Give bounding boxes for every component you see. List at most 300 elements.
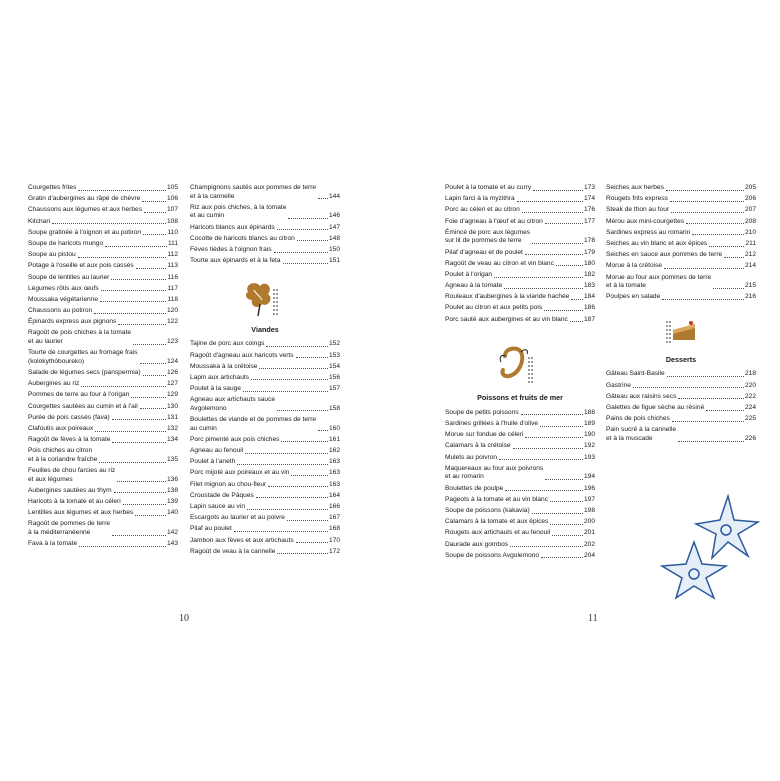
toc-entry-page: 138 <box>166 486 178 494</box>
toc-entry-title: Calamars à la crétoise <box>445 442 511 450</box>
dot-leader <box>664 268 744 269</box>
toc-entry-title: Kitchari <box>28 217 50 225</box>
toc-entry-page: 178 <box>583 237 595 245</box>
toc-entry[interactable] <box>190 363 340 372</box>
dot-leader <box>105 246 167 247</box>
toc-entry-page: 143 <box>166 540 178 548</box>
toc-entry-title: Croustade de Pâques <box>190 491 254 499</box>
toc-entry[interactable] <box>28 251 178 260</box>
dot-leader <box>79 546 166 547</box>
toc-entry[interactable] <box>28 425 178 434</box>
toc-entry-title: Morue sur fondue de céleri <box>445 431 524 439</box>
dot-leader <box>545 479 583 480</box>
dot-leader <box>532 513 583 514</box>
toc-entry-page: 216 <box>744 293 756 301</box>
toc-entry-title: Sardines express au romarin <box>606 228 691 236</box>
toc-entry[interactable] <box>28 307 178 316</box>
toc-entry[interactable] <box>28 391 178 400</box>
toc-entry-page: 157 <box>328 385 340 393</box>
shrimp-icon <box>445 344 595 390</box>
toc-entry[interactable] <box>606 293 756 302</box>
dot-leader <box>81 386 166 387</box>
toc-entry-page: 222 <box>744 392 756 400</box>
toc-entry[interactable] <box>28 296 178 305</box>
dot-leader <box>78 257 167 258</box>
toc-entry-title: Purée de pois cassés (fava) <box>28 413 110 421</box>
toc-entry-page: 176 <box>583 206 595 214</box>
toc-entry[interactable] <box>28 285 178 294</box>
toc-entry-title: Chaussons au potiron <box>28 307 93 315</box>
toc-entry-page: 197 <box>583 495 595 503</box>
toc-entry-page: 188 <box>583 408 595 416</box>
toc-entry-page: 148 <box>328 234 340 242</box>
toc-entry-page: 132 <box>166 424 178 432</box>
toc-entry-page: 205 <box>744 184 756 191</box>
toc-entry-page: 186 <box>583 304 595 312</box>
toc-entry-title: Soupe de haricots mungo <box>28 239 104 247</box>
toc-entry[interactable] <box>190 184 340 201</box>
dot-leader <box>277 553 328 554</box>
dot-leader <box>101 290 167 291</box>
toc-entry-page: 189 <box>583 420 595 428</box>
toc-entry[interactable] <box>28 487 178 496</box>
toc-entry-title: Seiches aux herbes <box>606 184 664 191</box>
dot-leader <box>571 299 583 300</box>
dot-leader <box>692 234 744 235</box>
toc-entry-page: 214 <box>744 262 756 270</box>
toc-entry[interactable] <box>190 503 340 512</box>
toc-entry[interactable] <box>28 467 178 484</box>
toc-entry-page: 131 <box>166 413 178 421</box>
dot-leader <box>140 408 166 409</box>
toc-entry-page: 152 <box>328 340 340 348</box>
toc-entry-page: 174 <box>583 195 595 203</box>
toc-entry[interactable] <box>28 380 178 389</box>
dot-leader <box>521 414 583 415</box>
toc-entry-title: Morue au four aux pommes de terre et à la tomate <box>606 273 712 290</box>
toc-entry[interactable] <box>606 426 756 443</box>
toc-entry-page: 212 <box>744 251 756 259</box>
dot-leader <box>143 375 166 376</box>
toc-entry-title: Poulet à l'aneth <box>190 458 236 466</box>
toc-entry[interactable] <box>445 184 595 193</box>
toc-entry[interactable] <box>606 251 756 260</box>
toc-entry-page: 177 <box>583 217 595 225</box>
toc-entry-title: Riz aux pois chiches, à la tomate et au cumin <box>190 203 287 220</box>
toc-entry-page: 179 <box>583 248 595 256</box>
dot-leader <box>541 557 583 558</box>
starfish-illustration <box>658 490 768 605</box>
toc-entry-page: 129 <box>166 391 178 399</box>
toc-entry[interactable] <box>28 520 178 537</box>
dot-leader <box>678 398 744 399</box>
dot-leader <box>672 421 744 422</box>
toc-entry-page: 112 <box>167 251 178 259</box>
toc-entry[interactable] <box>190 548 340 557</box>
toc-entry-title: Rougets frits express <box>606 195 668 203</box>
dot-leader <box>274 252 328 253</box>
dot-leader <box>670 201 744 202</box>
toc-column-4 <box>606 184 756 446</box>
toc-entry-title: Porc sauté aux aubergines et au vin blanc <box>445 315 568 323</box>
toc-entry-title: Agneau aux artichauts sauce Avgolemono <box>190 396 276 412</box>
toc-entry-page: 194 <box>583 473 595 481</box>
dot-leader <box>52 223 166 224</box>
toc-entry[interactable] <box>606 262 756 271</box>
toc-entry-title: Porc pimenté aux pois chiches <box>190 435 280 443</box>
toc-entry[interactable] <box>28 274 178 283</box>
toc-entry[interactable] <box>28 195 178 204</box>
toc-entry[interactable] <box>445 541 595 550</box>
toc-entry[interactable] <box>606 229 756 238</box>
toc-entry[interactable] <box>606 195 756 204</box>
toc-entry[interactable] <box>190 537 340 546</box>
toc-entry-page: 187 <box>583 315 595 323</box>
toc-entry[interactable] <box>445 442 595 451</box>
toc-entry-page: 146 <box>328 212 340 220</box>
toc-entry[interactable] <box>445 260 595 269</box>
toc-entry-page: 163 <box>328 469 340 477</box>
toc-entry[interactable] <box>445 529 595 538</box>
dot-leader <box>251 379 328 380</box>
toc-entry-title: Mulets au poivron <box>445 453 498 461</box>
toc-entry-title: Aubergines au riz <box>28 380 80 388</box>
toc-entry-page: 180 <box>583 259 595 267</box>
toc-entry-title: Chaussons aux légumes et aux herbes <box>28 206 142 214</box>
toc-entry-page: 130 <box>166 402 178 410</box>
dot-leader <box>545 223 583 224</box>
toc-entry-page: 107 <box>166 206 178 214</box>
toc-entry[interactable] <box>445 518 595 527</box>
toc-entry-page: 151 <box>328 257 340 265</box>
dot-leader <box>494 277 583 278</box>
toc-entry-title: Pageots à la tomate et au vin blanc <box>445 495 549 503</box>
toc-entry-page: 182 <box>583 270 595 278</box>
dot-leader <box>662 299 744 300</box>
toc-entry[interactable] <box>28 540 178 549</box>
toc-entry-title: Fava à la tomate <box>28 540 78 548</box>
toc-entry[interactable] <box>28 240 178 249</box>
toc-entry[interactable] <box>606 274 756 291</box>
toc-entry-title: Filet mignon au chou-fleur <box>190 480 267 488</box>
toc-entry[interactable] <box>190 340 340 349</box>
toc-entry-title: Lapin farci à la myzithra <box>445 195 515 203</box>
toc-entry-page: 210 <box>744 228 756 236</box>
toc-entry[interactable] <box>28 318 178 327</box>
dot-leader <box>78 190 166 191</box>
toc-entry[interactable] <box>28 414 178 423</box>
toc-entry[interactable] <box>445 195 595 204</box>
toc-entry[interactable] <box>445 552 595 561</box>
toc-entry-title: Agneau au fenouil <box>190 447 244 454</box>
dot-leader <box>142 201 166 202</box>
toc-entry-title: Lapin aux artichauts <box>190 373 250 381</box>
toc-entry[interactable] <box>445 293 595 302</box>
toc-entry[interactable] <box>445 206 595 215</box>
toc-entry[interactable] <box>445 271 595 280</box>
toc-entry[interactable] <box>28 403 178 412</box>
dot-leader <box>513 448 583 449</box>
toc-entry-title: Steak de thon au four <box>606 206 670 214</box>
toc-entry-page: 160 <box>328 424 340 432</box>
dot-leader <box>678 441 744 442</box>
toc-entry-page: 127 <box>166 380 178 388</box>
toc-entry[interactable] <box>606 404 756 413</box>
toc-entry[interactable] <box>190 514 340 523</box>
toc-entry[interactable] <box>190 481 340 490</box>
toc-entry[interactable] <box>190 458 340 467</box>
toc-entry-page: 198 <box>583 506 595 514</box>
dot-leader <box>143 234 166 235</box>
toc-entry-title: Seiches en sauce aux pommes de terre <box>606 251 723 259</box>
page-number-right: 11 <box>588 613 598 624</box>
dot-leader <box>112 535 166 536</box>
toc-entry-title: Boulettes de poulpe <box>445 484 504 492</box>
toc-entry-title: Aubergines sautées au thym <box>28 486 112 494</box>
toc-entry-page: 162 <box>328 447 340 454</box>
toc-entry[interactable] <box>28 436 178 445</box>
toc-entry-page: 111 <box>167 239 178 247</box>
toc-entry-title: Sardines grillées à l'huile d'olive <box>445 420 539 428</box>
toc-entry-title: Rougets aux artichauts et au fenouil <box>445 529 551 537</box>
toc-entry-page: 139 <box>166 498 178 506</box>
dot-leader <box>287 520 328 521</box>
toc-entry-title: Pois chiches au citron et à la coriandre fraîche <box>28 447 98 463</box>
toc-entry-title: Foie d'agneau à l'œuf et au citron <box>445 217 543 225</box>
toc-entry-page: 136 <box>166 475 178 483</box>
dot-leader <box>525 254 583 255</box>
dot-leader <box>667 376 744 377</box>
dot-leader <box>234 531 328 532</box>
toc-entry-title: Porc au céleri et au citron <box>445 206 520 214</box>
dot-leader <box>94 313 166 314</box>
toc-entry[interactable] <box>606 415 756 424</box>
toc-entry-page: 135 <box>166 455 178 463</box>
toc-entry-title: Mérou aux mini-courgettes <box>606 217 685 225</box>
toc-column-1 <box>28 184 178 551</box>
toc-entry-title: Moussaka végétarienne <box>28 295 99 303</box>
toc-entry-title: Feuilles de chou farcies au riz et aux légumes <box>28 467 116 483</box>
toc-entry-title: Salade de légumes secs (panspermia) <box>28 369 141 376</box>
toc-entry[interactable] <box>190 257 340 266</box>
toc-entry-page: 172 <box>328 547 340 555</box>
toc-entry-page: 163 <box>328 480 340 488</box>
toc-entry[interactable] <box>28 509 178 518</box>
toc-entry[interactable] <box>190 224 340 233</box>
toc-entry[interactable] <box>190 385 340 394</box>
toc-entry[interactable] <box>28 218 178 227</box>
toc-entry-title: Pain sucré à la cannelle et à la muscade <box>606 426 677 442</box>
toc-entry[interactable] <box>445 229 595 246</box>
dot-leader <box>296 357 328 358</box>
toc-entry[interactable] <box>190 246 340 255</box>
right-page <box>390 0 780 781</box>
dot-leader <box>277 229 328 230</box>
toc-entry[interactable] <box>190 469 340 478</box>
dot-leader <box>144 212 166 213</box>
toc-entry[interactable] <box>190 396 340 413</box>
dot-leader <box>259 368 328 369</box>
dot-leader <box>136 268 167 269</box>
toc-entry-page: 192 <box>583 442 595 450</box>
toc-entry-title: Pains de pois chiches <box>606 415 670 423</box>
toc-entry-page: 105 <box>166 184 178 191</box>
toc-entry[interactable] <box>606 370 756 379</box>
toc-entry-title: Gastrine <box>606 381 631 389</box>
toc-entry[interactable] <box>445 409 595 418</box>
toc-entry[interactable] <box>606 218 756 227</box>
dot-leader <box>525 437 583 438</box>
toc-entry-page: 166 <box>328 502 340 510</box>
toc-entry[interactable] <box>606 240 756 249</box>
toc-entry-page: 147 <box>328 223 340 231</box>
toc-entry[interactable] <box>445 485 595 494</box>
toc-entry-page: 116 <box>167 273 178 281</box>
toc-entry-title: Pilaf au poulet <box>190 525 232 533</box>
dot-leader <box>112 442 166 443</box>
toc-entry-title: Poulet à l'origan <box>445 270 493 278</box>
toc-entry[interactable] <box>445 282 595 291</box>
toc-entry[interactable] <box>190 235 340 244</box>
toc-entry[interactable] <box>28 262 178 271</box>
dot-leader <box>522 212 583 213</box>
toc-entry-title: Pilaf d'agneau et de poulet <box>445 248 523 256</box>
toc-entry[interactable] <box>190 352 340 361</box>
toc-entry[interactable] <box>190 204 340 221</box>
section-title-desserts: Desserts <box>665 354 697 364</box>
toc-entry-page: 215 <box>744 282 756 290</box>
dot-leader <box>135 515 166 516</box>
toc-entry-title: Soupe gratinée à l'oignon et au potiron <box>28 228 142 236</box>
dot-leader <box>713 288 744 289</box>
toc-entry-page: 122 <box>166 318 178 326</box>
toc-entry-title: Épinards express aux pignons <box>28 318 117 326</box>
toc-entry-title: Calamars à la tomate et aux épices <box>445 518 549 526</box>
toc-entry-page: 190 <box>583 431 595 439</box>
dot-leader <box>291 475 328 476</box>
toc-entry-title: Ragoût de fèves à la tomate <box>28 436 111 444</box>
toc-entry-title: Poulet au citron et aux petits pois <box>445 304 543 312</box>
dot-leader <box>256 497 328 498</box>
toc-entry-title: Escargots au laurier et au poivre <box>190 514 285 522</box>
toc-entry-page: 118 <box>167 295 178 303</box>
dot-leader <box>117 481 166 482</box>
toc-entry[interactable] <box>190 525 340 534</box>
toc-entry[interactable] <box>190 436 340 445</box>
toc-entry-page: 113 <box>167 262 178 270</box>
dot-leader <box>318 430 328 431</box>
toc-entry[interactable] <box>606 184 756 193</box>
toc-entry-page: 196 <box>583 484 595 492</box>
toc-entry[interactable] <box>445 316 595 325</box>
toc-entry-title: Cocotte de haricots blancs au citron <box>190 234 295 242</box>
dot-leader <box>706 410 744 411</box>
toc-entry-page: 158 <box>328 404 340 412</box>
toc-entry-page: 110 <box>167 228 178 236</box>
toc-entry[interactable] <box>190 447 340 456</box>
toc-entry[interactable] <box>28 229 178 238</box>
toc-entry-title: Porc mijoté aux poireaux et au vin <box>190 469 290 477</box>
dot-leader <box>671 212 744 213</box>
toc-entry-page: 168 <box>328 525 340 533</box>
toc-entry-title: Pommes de terre au four à l'origan <box>28 391 130 399</box>
toc-entry[interactable] <box>28 329 178 346</box>
toc-entry-title: Seiches au vin blanc et aux épices <box>606 239 708 247</box>
toc-entry[interactable] <box>606 382 756 391</box>
toc-entry-page: 218 <box>744 370 756 378</box>
toc-entry[interactable] <box>28 184 178 193</box>
toc-entry-title: Agneau à la tomate <box>445 282 503 290</box>
toc-entry[interactable] <box>445 420 595 429</box>
toc-entry[interactable] <box>445 465 595 482</box>
toc-entry-title: Soupe de poissons (kakavia) <box>445 506 530 514</box>
toc-entry-title: Soupe de poissons Avgolemono <box>445 551 540 559</box>
dot-leader <box>550 524 583 525</box>
toc-entry-title: Soupe de petits poissons <box>445 408 519 416</box>
dot-leader <box>268 486 328 487</box>
toc-entry-page: 154 <box>328 362 340 370</box>
toc-entry[interactable] <box>445 496 595 505</box>
toc-entry[interactable] <box>445 454 595 463</box>
toc-entry-title: Gratin d'aubergines au râpé de chèvre <box>28 195 141 203</box>
toc-entry[interactable] <box>606 206 756 215</box>
toc-entry-page: 164 <box>328 491 340 499</box>
toc-entry-title: Maquereaux au four aux poivrons et au romarin <box>445 464 544 481</box>
toc-entry[interactable] <box>445 218 595 227</box>
toc-entry-title: Courgettes sautées au cumin et à l'ail <box>28 402 138 410</box>
toc-entry[interactable] <box>445 249 595 258</box>
dot-leader <box>111 279 166 280</box>
dot-leader <box>99 462 166 463</box>
toc-entry-page: 193 <box>583 453 595 461</box>
dot-leader <box>245 453 328 454</box>
toc-entry[interactable] <box>28 206 178 215</box>
toc-entry-title: Poulet à la tomate et au curry <box>445 184 532 191</box>
toc-entry[interactable] <box>190 416 340 433</box>
toc-entry-page: 134 <box>166 436 178 444</box>
toc-entry[interactable] <box>445 431 595 440</box>
toc-entry-title: Clafoutis aux poireaux <box>28 424 94 432</box>
toc-entry-page: 204 <box>583 551 595 559</box>
dot-leader <box>550 501 583 502</box>
dot-leader <box>297 240 328 241</box>
toc-entry-title: Potage à l'oseille et aux pois cassés <box>28 262 134 270</box>
toc-entry[interactable] <box>445 507 595 516</box>
toc-entry[interactable] <box>190 374 340 383</box>
toc-entry-page: 220 <box>744 381 756 389</box>
dot-leader <box>100 301 166 302</box>
toc-entry-page: 150 <box>328 245 340 253</box>
toc-entry-title: Émincé de porc aux légumes sur lit de pommes de terre <box>445 228 531 245</box>
dot-leader <box>556 265 583 266</box>
toc-entry[interactable] <box>28 498 178 507</box>
toc-entry[interactable] <box>28 447 178 464</box>
toc-entry-page: 201 <box>583 529 595 537</box>
toc-entry-page: 184 <box>583 293 595 301</box>
dot-leader <box>247 509 328 510</box>
toc-column-3 <box>445 184 595 563</box>
dot-leader <box>540 426 583 427</box>
toc-entry[interactable] <box>445 304 595 313</box>
toc-entry[interactable] <box>28 369 178 378</box>
toc-entry-page: 142 <box>166 529 178 537</box>
dot-leader <box>131 397 166 398</box>
toc-entry[interactable] <box>28 349 178 366</box>
toc-entry[interactable] <box>606 393 756 402</box>
toc-entry[interactable] <box>190 492 340 501</box>
dot-leader <box>666 190 744 191</box>
toc-column-2 <box>190 184 340 559</box>
